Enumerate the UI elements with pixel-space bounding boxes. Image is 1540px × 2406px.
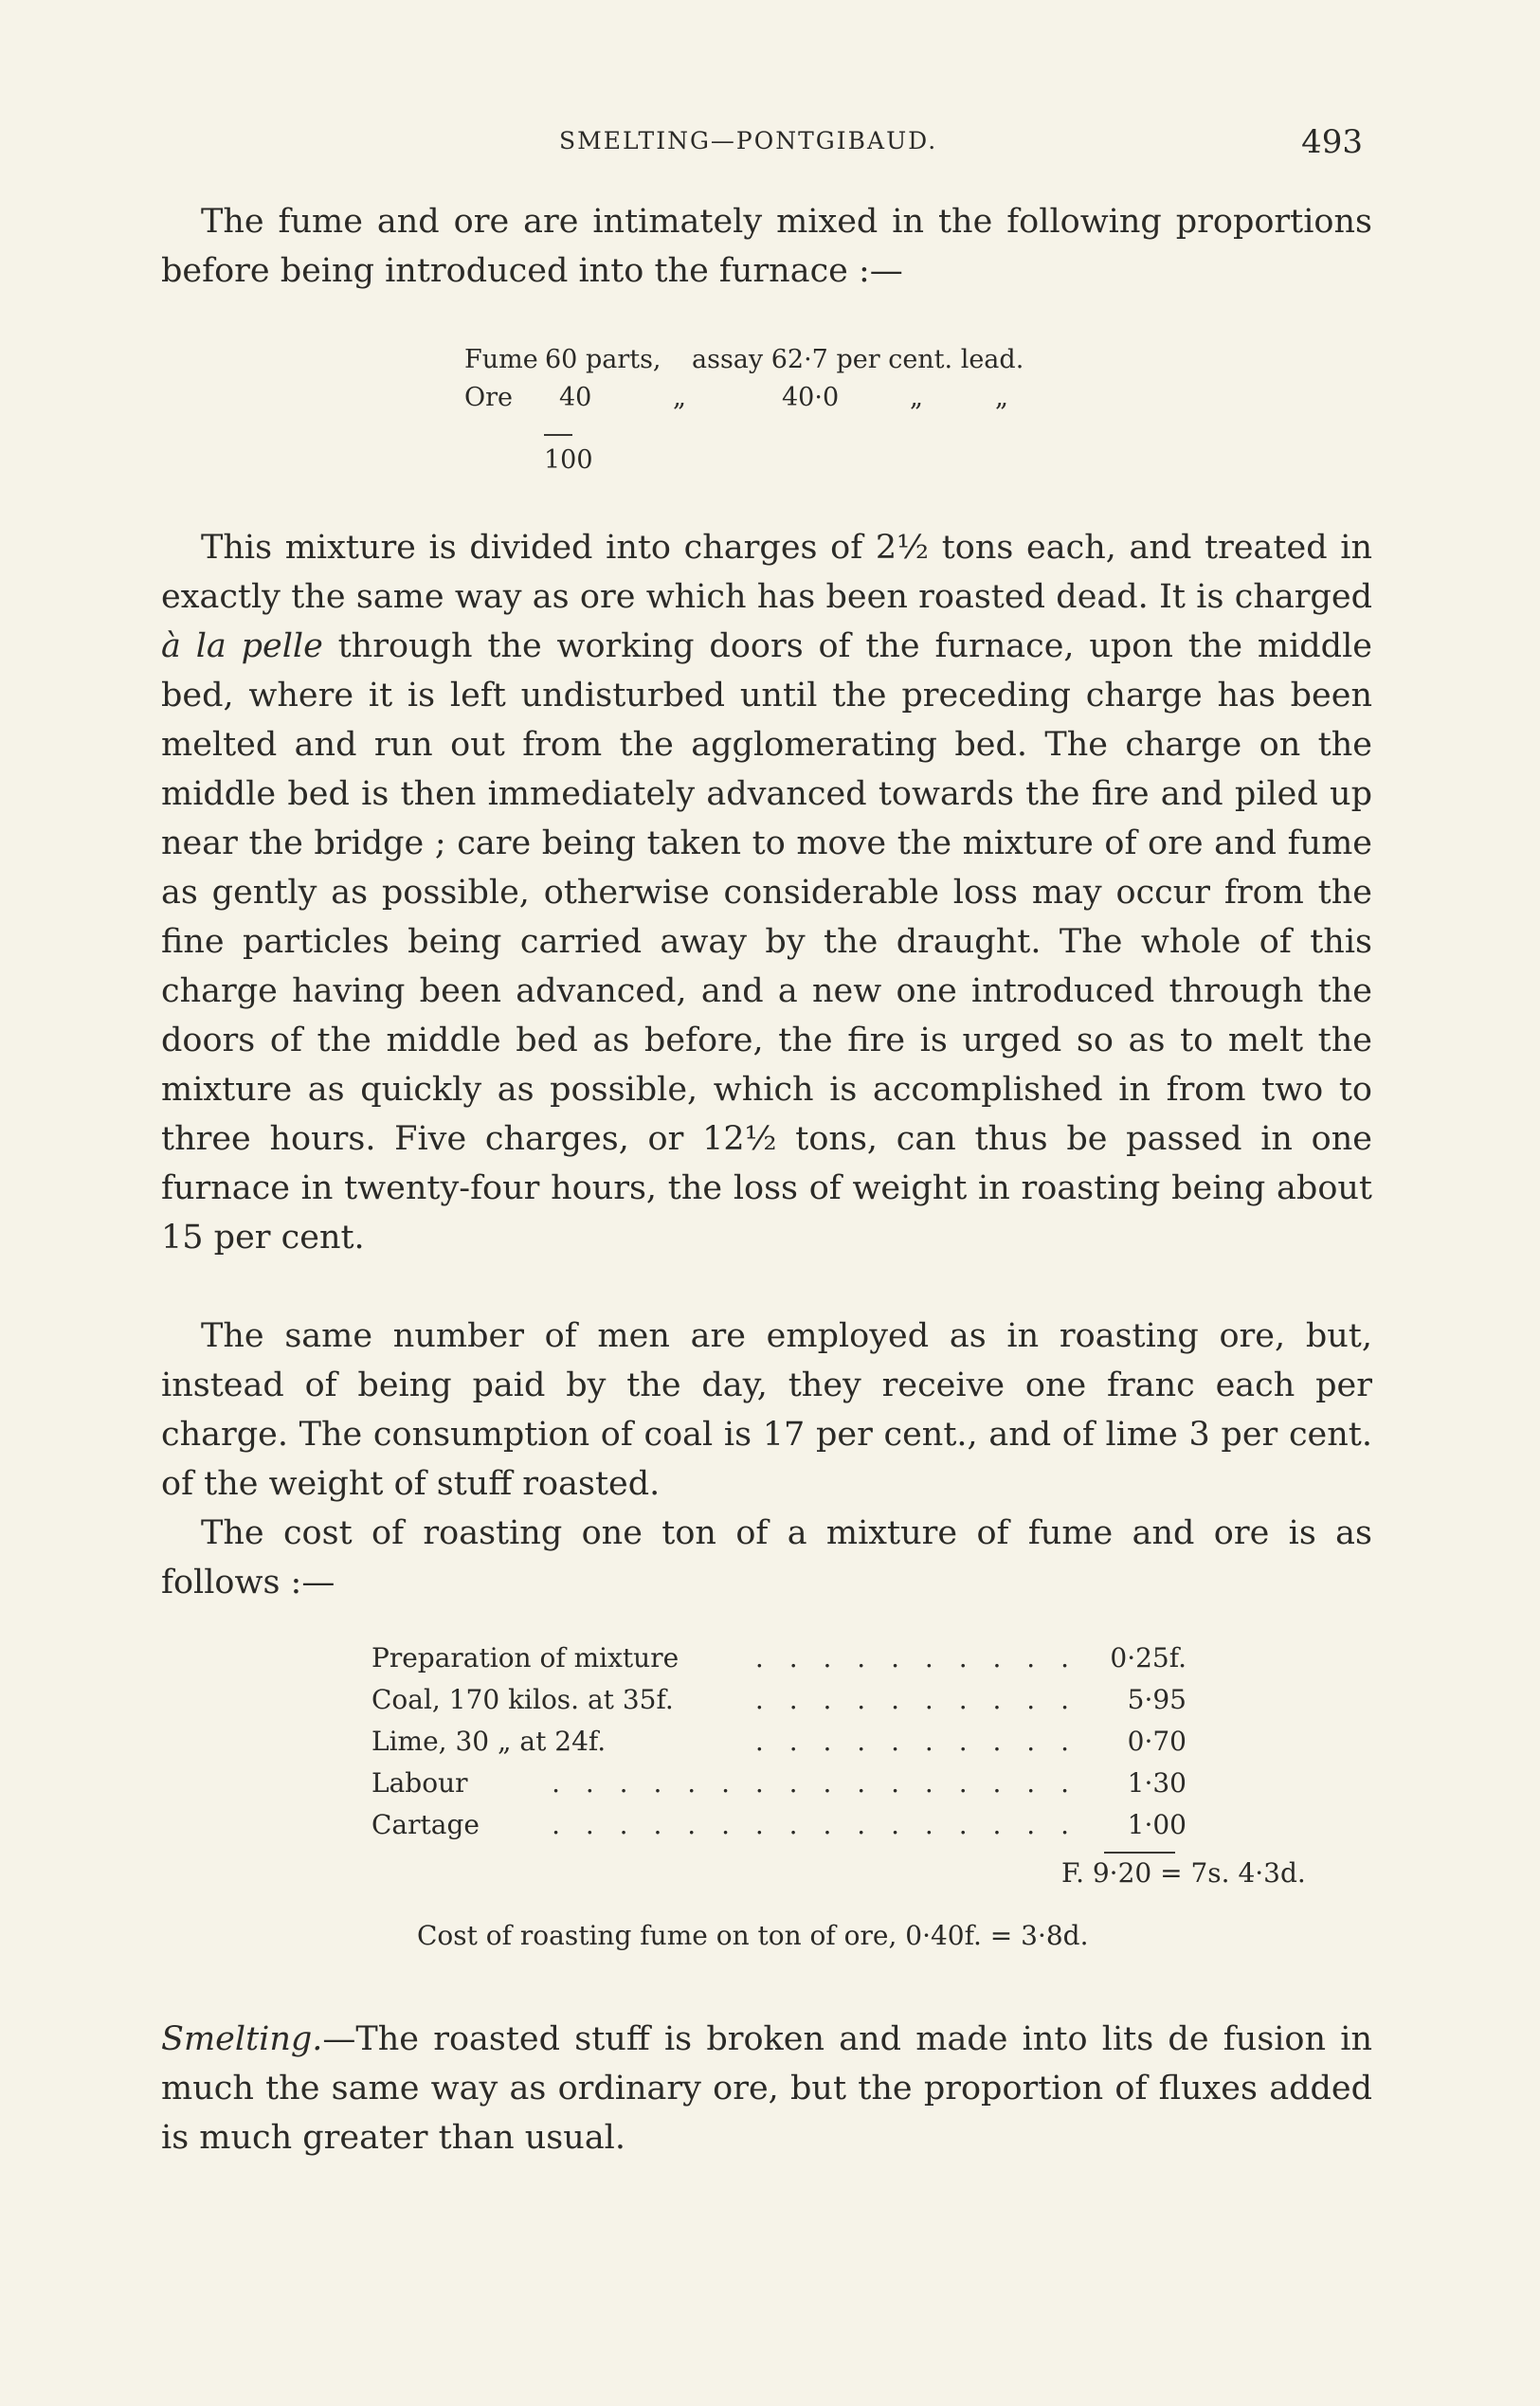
cost-intro-paragraph: The cost of roasting one ton of a mixture of fume and ore is as follows :— — [161, 1514, 1372, 1601]
assay-value: 40·0 — [782, 383, 840, 412]
cost-row — [371, 1679, 1205, 1721]
assay-parts: 60 parts, — [545, 345, 661, 374]
ditto-mark: „ — [910, 383, 923, 412]
cost-label: Coal, 170 kilos. at 35f. — [371, 1684, 674, 1715]
total-rule — [1104, 1852, 1175, 1854]
page-number: 493 — [1301, 123, 1363, 161]
italic-phrase: à la pelle — [161, 627, 323, 665]
running-head — [0, 123, 1374, 161]
sum-rule — [544, 434, 572, 436]
cost-value: 0·25f. — [1110, 1642, 1187, 1673]
cost-value: 5·95 — [1127, 1684, 1187, 1715]
cost-label: Lime, 30 „ at 24f. — [371, 1726, 607, 1757]
cost-value: 0·70 — [1127, 1726, 1187, 1757]
process-text-2: through the working doors of the furnace, upon the middle bed, where it is left undisturbed until the preceding charge has been melted and run out from the agglomerating bed. The charge on the middle bed is then immediately advanced towards the fire and piled up near the bridge ; care being taken to move the mixture of ore and fume as gently as possible, otherwise considerable loss may occur from the fine particles being carried away by the draught. The whole of this charge having been advanced, and a new one introduced through the doors of the middle bed as before, the fire is urged so as to melt the mixture as quickly as possible, which is accomplished in from two to three hours. Five charges, or 12½ tons, can thus be passed in one furnace in twenty-four hours, the loss of weight in roasting being about 15 per cent. — [161, 627, 1372, 1257]
labour-paragraph: The same number of men are employed as in roasting ore, but, instead of being paid by the day, they receive one franc each per charge. The consumption of coal is 17 per cent., and of lime 3 per cent. of the weight of stuff roasted. — [161, 1317, 1372, 1503]
leader-dots: . . . . . . . . . . — [754, 1642, 1078, 1673]
assay-name: Fume — [464, 345, 538, 374]
cost-row — [371, 1763, 1205, 1804]
intro-paragraph: The fume and ore are intimately mixed in the following proportions before being introduced into the furnace :— — [161, 203, 1372, 290]
cost-label: Preparation of mixture — [371, 1642, 679, 1673]
leader-dots: . . . . . . . . . . . . . . . . — [552, 1809, 1078, 1840]
cost-row — [371, 1804, 1205, 1846]
leader-dots: . . . . . . . . . . — [754, 1684, 1078, 1715]
running-title: SMELTING—PONTGIBAUD. — [559, 127, 938, 154]
leader-dots: . . . . . . . . . . . . . . . . — [552, 1767, 1078, 1799]
cost-value: 1·00 — [1127, 1809, 1187, 1840]
fume-cost-line: Cost of roasting fume on ton of ore, 0·40f. = 3·8d. — [417, 1920, 1089, 1951]
cost-label: Cartage — [371, 1809, 480, 1840]
cost-label: Labour — [371, 1767, 468, 1799]
smelting-paragraph — [161, 2015, 1372, 2162]
process-text-1: This mixture is divided into charges of 2½ tons each, and treated in exactly the same way as ore which has been roasted dead. It is charged — [161, 529, 1372, 616]
ditto-mark: „ — [673, 383, 686, 412]
assay-total: 100 — [544, 445, 593, 475]
assay-parts: 40 — [559, 383, 592, 412]
cost-row — [371, 1721, 1205, 1763]
assay-value: assay 62·7 per cent. lead. — [692, 345, 1024, 374]
cost-table — [371, 1637, 1205, 1846]
section-heading: Smelting. — [161, 2020, 323, 2058]
assay-name: Ore — [464, 383, 514, 412]
process-paragraph — [161, 523, 1372, 1262]
smelting-text: —The roasted stuff is broken and made into lits de fusion in much the same way as ordinary ore, but the proportion of fluxes added is much greater than usual. — [161, 2020, 1372, 2157]
ditto-mark: „ — [995, 383, 1008, 412]
cost-total: F. 9·20 = 7s. 4·3d. — [1061, 1857, 1306, 1889]
cost-value: 1·30 — [1127, 1767, 1187, 1799]
cost-row — [371, 1637, 1205, 1679]
leader-dots: . . . . . . . . . . — [754, 1726, 1078, 1757]
